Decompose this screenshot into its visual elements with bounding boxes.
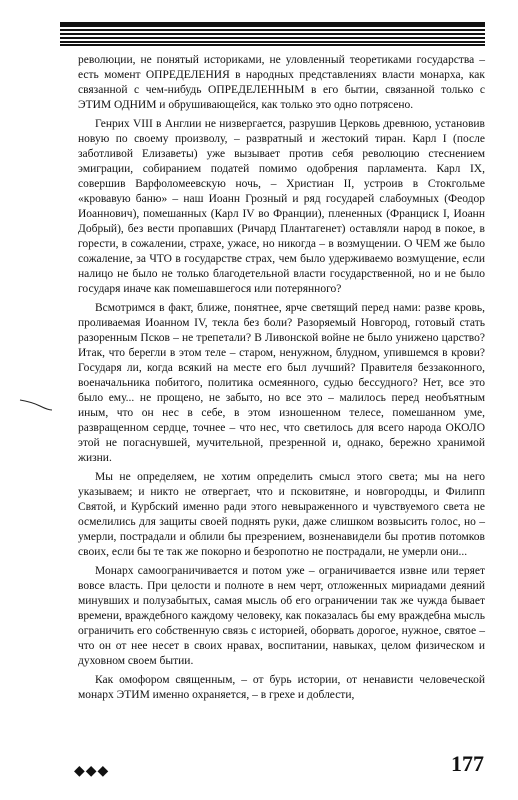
paragraph: Как омофором священным, – от бурь истории, от ненависти человеческой монарх ЭТИМ именно охраняется, – в грехе и доблести, — [78, 674, 485, 701]
paragraph: Генрих VIII в Англии не низвергается, разрушив Церковь древнюю, установив новую по своему произволу, – развратный и жестокий тиран. Карл I (после заботливой Елизаветы) уже вызывает против себя революцию стеснением эмиграции, собиранием податей помимо одобрения парламента. Карл IX, совершив Варфоломеевскую ночь, – Христиан II, устроив в Стокгольме «кровавую баню» – наш Иоанн Грозный и ряд государей слабоумных (Феодор Иоаннович), помешанных (Карл IV во Франции), плененных (Франциск I, Иоанн Добрый), без вести пропавших (Ричард Плантагенет) оставляли народ в покое, в горести, в сожалении, страхе, ужасе, но никогда – в возмущении. О ЧЕМ же было сожаление, за ЧТО в государстве страх, чем было удерживаемо возмущение, если налицо не было не только благодетельной власти государственной, но и не было государя иначе как помешавшегося или потерянного? — [78, 118, 485, 295]
margin-pencil-mark — [18, 396, 54, 412]
paragraph: Всмотримся в факт, ближе, понятнее, ярче светящий перед нами: разве кровь, проливаемая Иоанном IV, текла без боли? Разоряемый Новгород, готовый стать разоренным Псков – не трепетали? В Ливонской войне не было унижено царство? Итак, что берегли в этом теле – старом, ненужном, блудном, упившемся в крови? Государя ли, когда всякий на месте его был лучший? Правителя беззаконного, военачальника побитого, политика осмеянного, судью бессудного? Нет, все это было ему... не прощено, не забыто, но все это – малилось перед необъятным иным, что он нес в себе, в этом изношенном телесе, помешанном уме, развращенном сердце, точнее – что нес, что светилось для всего народа ОКОЛО этой не погаснувшей, мучительной, презренной и, однако, бережно хранимой жизни. — [78, 302, 485, 464]
header-band-bottom — [60, 44, 485, 46]
header-decorative-band — [60, 22, 485, 46]
footer-ornament: ◆◆◆ — [74, 763, 110, 779]
header-band-solid — [60, 22, 485, 27]
paragraph: революции, не понятый историками, не уловленный теоретиками государства – есть момент ОПРЕДЕЛЕНИЯ в народных представлениях власти монарха, как связанной с чем-нибудь ОПРЕДЕЛЕННЫМ в его бытии, связанной только с ЭТИМ ОДНИМ и обрушивающейся, как только это одно потрясено. — [78, 54, 485, 111]
page-number: 177 — [451, 751, 484, 776]
header-band-lines — [60, 29, 485, 45]
paragraph: Мы не определяем, не хотим определить смысл этого света; мы на него указываем; и никто не отвергает, что и псковитяне, и новгородцы, и Филипп Святой, и Курбский именно ради этого невыраженного и чувствуемого света не осмелились для защиты своей поднять руки, даже слишком возвысить голос, но – умерли, пострадали и облили бы презрением, возненавидели бы против потомков своих, если бы те так же покорно и безропотно не пострадали, не умерли они... — [78, 471, 485, 558]
main-text — [78, 53, 485, 707]
paragraph: Монарх самоограничивается и потом уже – ограничивается извне или теряет вовсе власть. При целости и полноте в нем черт, отложенных мириадами деяний минувших и полузабытых, самая мысль об его ограничении так же чужда бывает времени, враждебного каждому человеку, как показалась бы ему враждебна мысль ограничить его собственную связь с историей, оборвать дорогое, нужное, святое – что он от нее несет в своих нравах, воспитании, навыках, целом физическом и духовном своем бытии. — [78, 565, 485, 667]
